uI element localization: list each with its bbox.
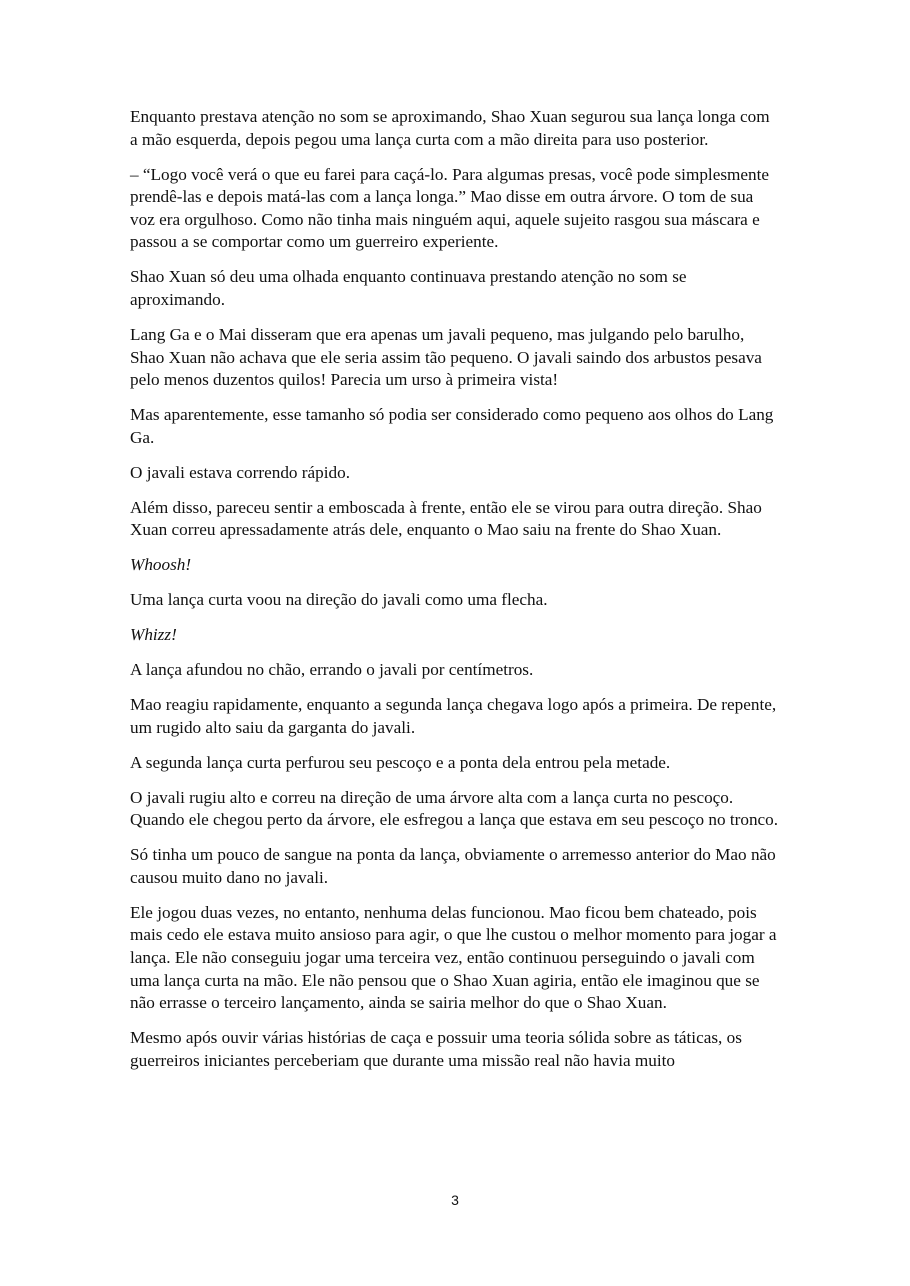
paragraph: Enquanto prestava atenção no som se aproximando, Shao Xuan segurou sua lança longa com a mão esquerda, depois pegou uma lança curta com a mão direita para uso posterior. xyxy=(130,107,770,149)
sound-effect: Whoosh! xyxy=(130,555,192,575)
paragraph: Mas aparentemente, esse tamanho só podia ser considerado como pequeno aos olhos do Lang Ga. xyxy=(130,405,774,447)
paragraph: O javali rugiu alto e correu na direção de uma árvore alta com a lança curta no pescoço. Quando ele chegou perto da árvore, ele esfregou a lança que estava em seu pescoço no tronco. xyxy=(130,787,779,830)
paragraph: Além disso, pareceu sentir a emboscada à frente, então ele se virou para outra direção. Shao Xuan correu apressadamente atrás dele, enquanto o Mao saiu na frente do Shao Xuan. xyxy=(130,497,762,540)
paragraph: Lang Ga e o Mai disseram que era apenas um javali pequeno, mas julgando pelo barulho, Shao Xuan não achava que ele seria assim tão pequeno. O javali saindo dos arbustos pesava pelo menos duzentos quilos! Parecia um urso à primeira vista! xyxy=(130,324,762,390)
body-text xyxy=(130,106,780,1085)
paragraph: Uma lança curta voou na direção do javali como uma flecha. xyxy=(130,590,548,610)
paragraph: – “Logo você verá o que eu farei para caçá-lo. Para algumas presas, você pode simplesmente prendê-las e depois matá-las com a lança longa.” Mao disse em outra árvore. O tom de sua voz era orgulhoso. Como não tinha mais ninguém aqui, aquele sujeito rasgou sua máscara e passou a se comportar como um guerreiro experiente. xyxy=(130,164,770,252)
paragraph: A segunda lança curta perfurou seu pescoço e a ponta dela entrou pela metade. xyxy=(130,752,671,772)
paragraph: Ele jogou duas vezes, no entanto, nenhuma delas funcionou. Mao ficou bem chateado, pois mais cedo ele estava muito ansioso para agir, o que lhe custou o melhor momento para jogar a lança. Ele não conseguiu jogar uma terceira vez, então continuou perseguindo o javali com uma lança curta na mão. Ele não pensou que o Shao Xuan agiria, então ele imaginou que se não errasse o terceiro lançamento, ainda se sairia melhor do que o Shao Xuan. xyxy=(130,902,777,1013)
paragraph: Mesmo após ouvir várias histórias de caça e possuir uma teoria sólida sobre as táticas, os guerreiros iniciantes perceberiam que durante uma missão real não havia muito xyxy=(130,1028,742,1070)
paragraph: O javali estava correndo rápido. xyxy=(130,462,351,482)
paragraph: Mao reagiu rapidamente, enquanto a segunda lança chegava logo após a primeira. De repente, um rugido alto saiu da garganta do javali. xyxy=(130,695,777,737)
paragraph: A lança afundou no chão, errando o javali por centímetros. xyxy=(130,660,534,680)
paragraph: Shao Xuan só deu uma olhada enquanto continuava prestando atenção no som se aproximando. xyxy=(130,267,687,309)
sound-effect: Whizz! xyxy=(130,625,177,645)
page-number: 3 xyxy=(451,1192,459,1208)
paragraph: Só tinha um pouco de sangue na ponta da lança, obviamente o arremesso anterior do Mao não causou muito dano no javali. xyxy=(130,845,776,887)
